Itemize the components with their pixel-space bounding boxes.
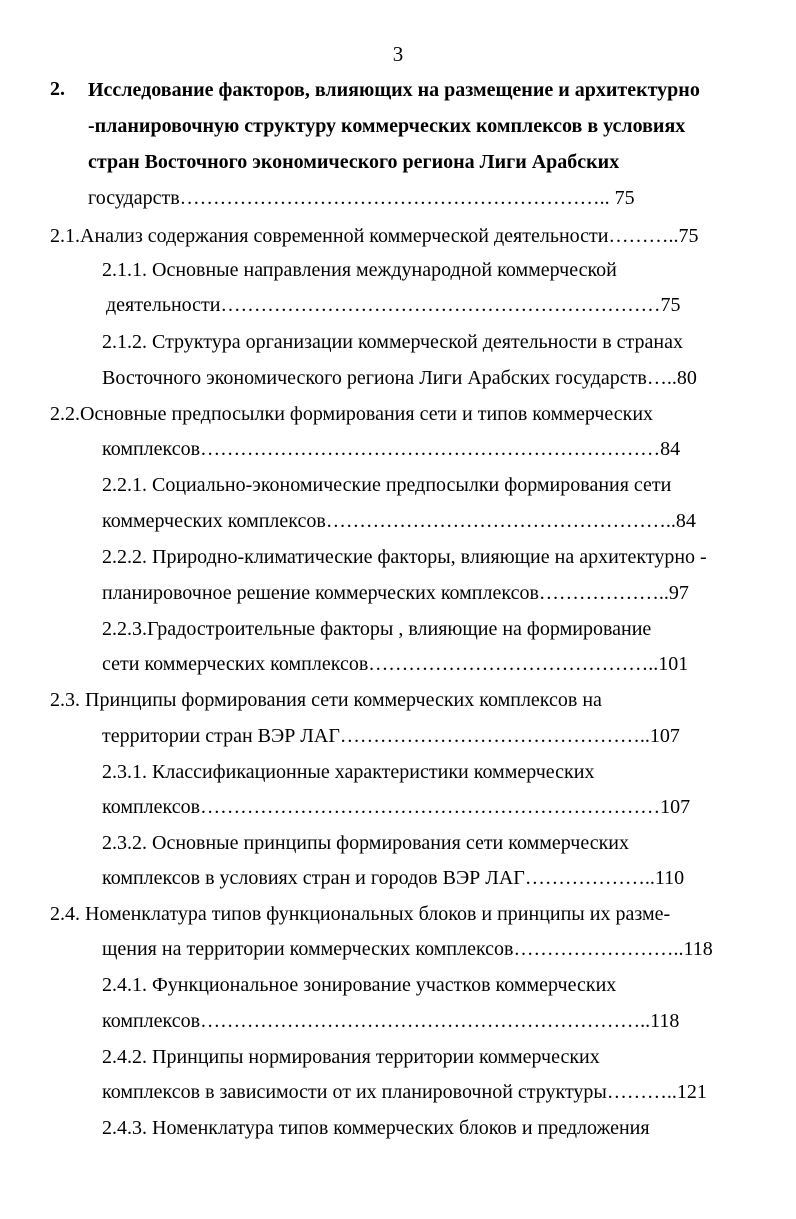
toc-entry-2-1-2: 2.1.2. Структура организации коммерческой деятельности в странах (102, 331, 683, 353)
toc-entry-2-2-cont: комплексов……………………………………………………………84 (102, 438, 681, 460)
chapter-number: 2. (50, 78, 65, 100)
toc-entry-2-1-2-cont: Восточного экономического региона Лиги Арабских государств…..80 (102, 367, 697, 389)
toc-entry-2-3-2-cont: комплексов в условиях стран и городов ВЭР ЛАГ………………..110 (102, 867, 685, 889)
toc-entry-2-1-1: 2.1.1. Основные направления международной коммерческой (102, 259, 617, 281)
toc-entry-2-2-1: 2.2.1. Социально-экономические предпосылки формирования сети (102, 474, 672, 496)
toc-entry-2-4-1-cont: комплексов…………………………………………………………..118 (102, 1010, 680, 1032)
toc-entry-2-2-3: 2.2.3.Градостроительные факторы , влияющие на формирование (102, 618, 652, 640)
toc-entry-2-2-2-cont: планировочное решение коммерческих комплексов………………..97 (102, 582, 689, 604)
page-number: 3 (392, 42, 404, 66)
toc-entry-2-4-2-cont: комплексов в зависимости от их планировочной структуры………..121 (102, 1081, 707, 1103)
chapter-title-line: стран Восточного экономического региона Лиги Арабских (88, 151, 620, 173)
toc-entry-2-4-cont: щения на территории коммерческих комплексов……………………..118 (102, 938, 713, 960)
chapter-title-last-line: государств……………………………………………………….. 75 (88, 187, 635, 209)
toc-entry-2-3-1-cont: комплексов……………………………………………………………107 (102, 796, 691, 818)
toc-entry-2-1-1-cont: деятельности…………………………………………………………75 (106, 294, 681, 316)
toc-entry-2-4-3: 2.4.3. Номенклатура типов коммерческих блоков и предложения (102, 1117, 650, 1139)
toc-entry-2-2-1-cont: коммерческих комплексов……………………………………………..84 (102, 510, 696, 532)
toc-entry-2-4-1: 2.4.1. Функциональное зонирование участков коммерческих (102, 974, 617, 996)
toc-entry-2-1: 2.1.Анализ содержания современной коммерческой деятельности………..75 (50, 225, 699, 247)
chapter-title-line: -планировочную структуру коммерческих комплексов в условиях (88, 115, 686, 137)
toc-entry-2-2-2: 2.2.2. Природно-климатические факторы, влияющие на архитектурно - (102, 546, 707, 568)
toc-entry-2-3-cont: территории стран ВЭР ЛАГ………………………………………..107 (102, 725, 680, 747)
toc-entry-2-3-1: 2.3.1. Классификационные характеристики коммерческих (102, 761, 595, 783)
toc-entry-2-3: 2.3. Принципы формирования сети коммерческих комплексов на (50, 689, 602, 711)
toc-entry-2-4: 2.4. Номенклатура типов функциональных блоков и принципы их разме- (50, 903, 671, 925)
toc-entry-2-2-3-cont: сети коммерческих комплексов……………………………………..101 (102, 653, 689, 675)
toc-entry-2-4-2: 2.4.2. Принципы нормирования территории коммерческих (102, 1046, 600, 1068)
chapter-title-line: Исследование факторов, влияющих на размещение и архитектурно (88, 79, 700, 101)
toc-entry-2-3-2: 2.3.2. Основные принципы формирования сети коммерческих (102, 832, 630, 854)
toc-entry-2-2: 2.2.Основные предпосылки формирования сети и типов коммерческих (50, 403, 654, 425)
